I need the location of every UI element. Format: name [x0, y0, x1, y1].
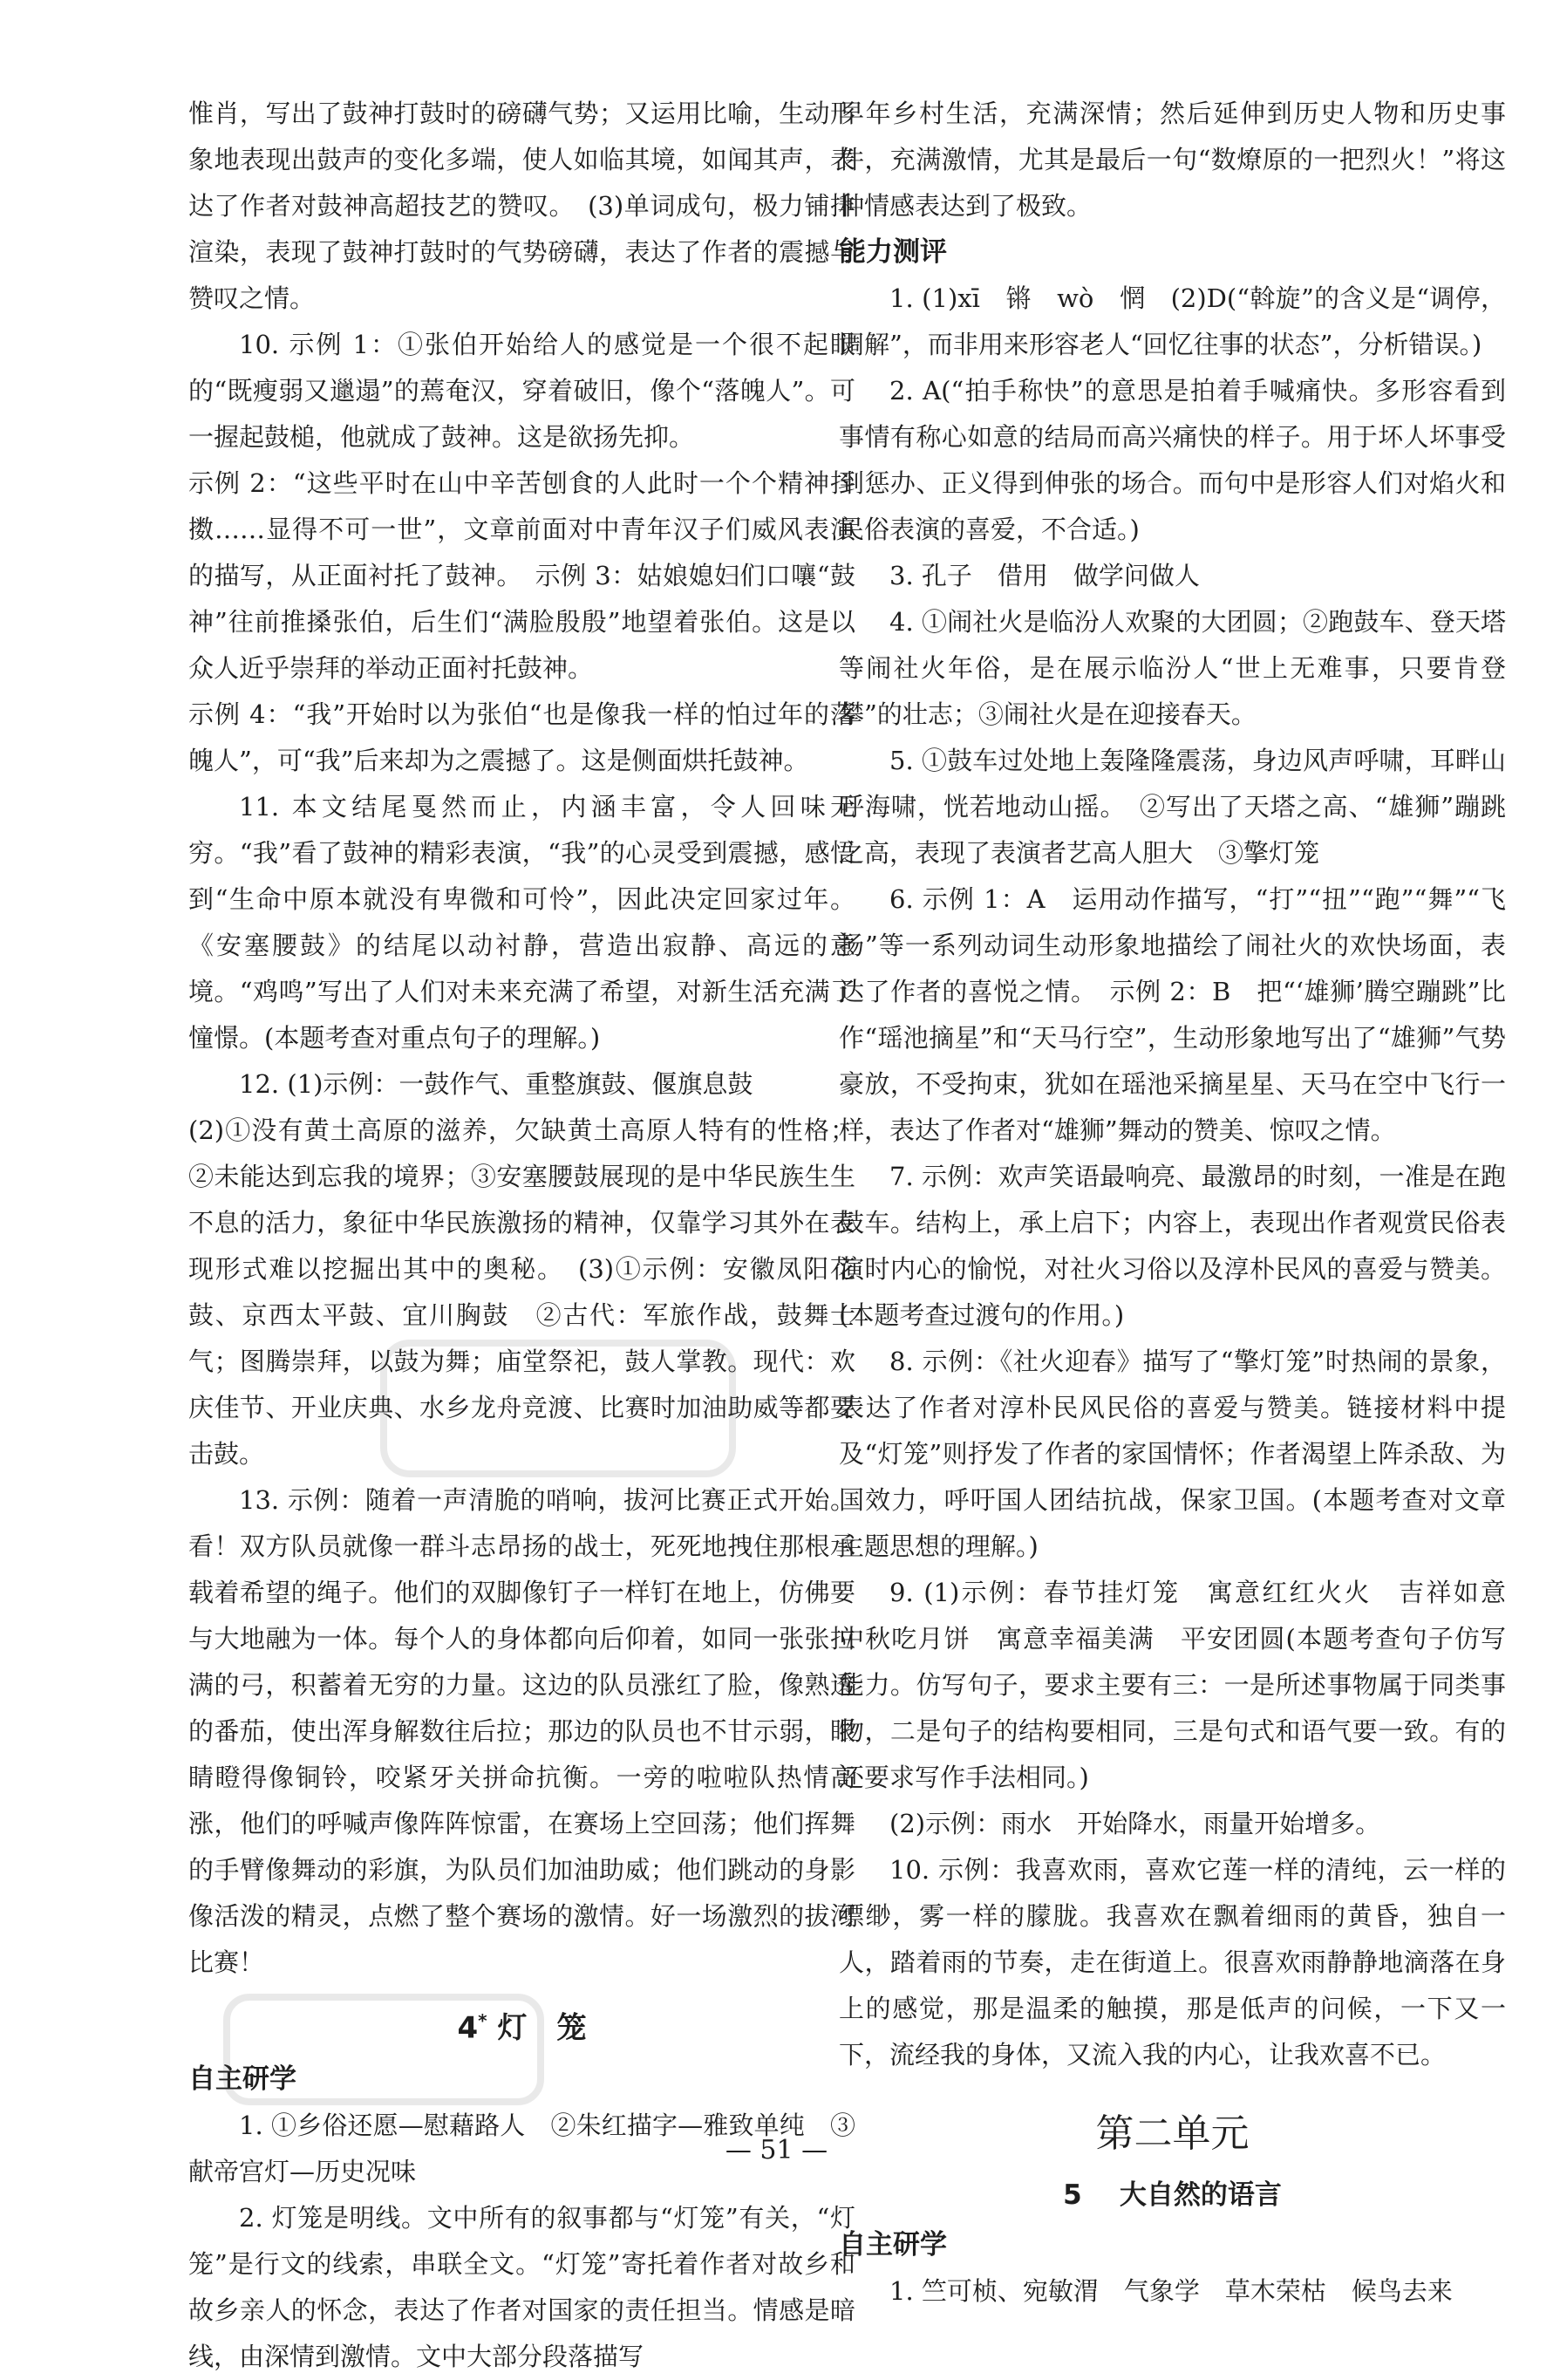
answer-n3: 3. 孔子 借用 做学问做人: [889, 561, 1200, 590]
answer-n9-part2: (2)示例：雨水 开始降水，雨量开始增多。: [889, 1809, 1381, 1838]
answer-q10: 10. 示例 1：①张伯开始给人的感觉是一个很不起眼的“既瘦弱又邋遢”的蔫奄汉，穿着破旧，像个“落魄人”。可一握起鼓槌，他就成了鼓神。这是欲扬先抑。: [188, 330, 855, 452]
answer-q12-part1: 12. (1)示例：一鼓作气、重整旗鼓、偃旗息鼓: [239, 1069, 753, 1099]
lesson-4-number: 4: [457, 2010, 479, 2046]
answer-q10-example2: 示例 2：“这些平时在山中辛苦刨食的人此时一个个精神抖擞……显得不可一世”，文章前面对中青年汉子们威风表演的描写，从正面衬托了鼓神。 示例 3：姑娘媳妇们口嚷“鼓神”往前推搡张伯，后生们“满脸殷殷”地望着张伯。这是以众人近乎崇拜的举动正面衬托鼓神。: [188, 468, 855, 683]
lesson-5-number: 5: [1063, 2179, 1082, 2211]
answer-q10-example4: 示例 4：“我”开始时以为张伯“也是像我一样的怕过年的落魄人”，可“我”后来却为之震撼了。这是侧面烘托鼓神。: [188, 699, 855, 775]
watermark-stamp: [375, 1334, 741, 1483]
unit-title: 第二单元: [1095, 2111, 1250, 2156]
section-heading-nengli-ceping: 能力测评: [839, 236, 947, 268]
answer-lesson4-q1: 1. ①乡俗还愿—慰藉路人 ②朱红描字—雅致单纯 ③献帝宫灯—历史况味: [188, 2111, 855, 2187]
paragraph-lesson4-continued: 早年乡村生活，充满深情；然后延伸到历史人物和历史事件，充满激情，尤其是最后一句“数燎原的一把烈火！”将这种情感表达到了极致。: [839, 99, 1506, 221]
answer-n8: 8. 示例：《社火迎春》描写了“擎灯笼”时热闹的景象，表达了作者对淳朴民风民俗的喜爱与赞美。链接材料中提及“灯笼”则抒发了作者的家国情怀；作者渴望上阵杀敌、为国效力，呼吁国人团结抗战，保家卫国。(本题考查对文章主题思想的理解。): [839, 1347, 1506, 1561]
page-number: — 51 —: [725, 2135, 828, 2165]
answer-q11: 11. 本文结尾戛然而止，内涵丰富，令人回味无穷。“我”看了鼓神的精彩表演，“我”的心灵受到震撼，感悟到“生命中原本就没有卑微和可怜”，因此决定回家过年。《安塞腰鼓》的结尾以动衬静，营造出寂静、高远的意境。“鸡鸣”写出了人们对未来充满了希望，对新生活充满了憧憬。(本题考查对重点句子的理解。): [188, 792, 855, 1053]
lesson-4-star: *: [478, 2010, 487, 2031]
lesson-4-title: 灯 笼: [497, 2010, 587, 2046]
answer-q12-part2: (2)①没有黄土高原的滋养，欠缺黄土高原人特有的性格；②未能达到忘我的境界；③安塞腰鼓展现的是中华民族生生不息的活力，象征中华民族激扬的精神，仅靠学习其外在表现形式难以挖掘出其中的奥秘。 (3)①示例：安徽凤阳花鼓、京西太平鼓、宜川胸鼓 ②古代：军旅作战，鼓舞士气；图腾崇拜，以鼓为舞；庙堂祭祀，鼓人掌教。现代：欢庆佳节、开业庆典、水乡龙舟竞渡、比赛时加油助威等都要击鼓。: [188, 1115, 855, 1469]
answer-n9-part1: 9. (1)示例：春节挂灯笼 寓意红红火火 吉祥如意 中秋吃月饼 寓意幸福美满 平安团圆(本题考查句子仿写能力。仿写句子，要求主要有三：一是所述事物属于同类事物，二是句子的结构要相同，三是句式和语气要一致。有的还要求写作手法相同。): [839, 1578, 1532, 1792]
section-heading-zizhu-yanxue-2: 自主研学: [839, 2229, 947, 2261]
lesson-5-title: 大自然的语言: [1119, 2179, 1282, 2211]
answer-lesson5-q1: 1. 竺可桢、宛敏渭 气象学 草木荣枯 候鸟去来: [889, 2276, 1453, 2306]
answer-n6: 6. 示例 1：A 运用动作描写，“打”“扭”“跑”“舞”“飞扬”等一系列动词生动形象地描绘了闹社火的欢快场面，表达了作者的喜悦之情。 示例 2：B 把“‘雄狮’腾空蹦跳”比作“瑶池摘星”和“天马行空”，生动形象地写出了“雄狮”气势豪放，不受拘束，犹如在瑶池采摘星星、天马在空中飞行一样，表达了作者对“雄狮”舞动的赞美、惊叹之情。: [839, 884, 1506, 1145]
answer-lesson4-q2: 2. 灯笼是明线。文中所有的叙事都与“灯笼”有关，“灯笼”是行文的线索，串联全文。“灯笼”寄托着作者对故乡和故乡亲人的怀念，表达了作者对国家的责任担当。情感是暗线，由深情到激情。文中大部分段落描写: [188, 2203, 855, 2372]
answer-q13: 13. 示例：随着一声清脆的哨响，拔河比赛正式开始。看！双方队员就像一群斗志昂扬的战士，死死地拽住那根承载着希望的绳子。他们的双脚像钉子一样钉在地上，仿佛要与大地融为一体。每个人的身体都向后仰着，如同一张张拉满的弓，积蓄着无穷的力量。这边的队员涨红了脸，像熟透的番茄，使出浑身解数往后拉；那边的队员也不甘示弱，眼睛瞪得像铜铃，咬紧牙关拼命抗衡。一旁的啦啦队热情高涨，他们的呼喊声像阵阵惊雷，在赛场上空回荡；他们挥舞的手臂像舞动的彩旗，为队员们加油助威；他们跳动的身影像活泼的精灵，点燃了整个赛场的激情。好一场激烈的拔河比赛！: [188, 1485, 855, 1977]
paragraph-q9-continued: 惟肖，写出了鼓神打鼓时的磅礴气势；又运用比喻，生动形象地表现出鼓声的变化多端，使人如临其境，如闻其声，表达了作者对鼓神高超技艺的赞叹。 (3)单词成句，极力铺排渲染，表现了鼓神打鼓时的气势磅礴，表达了作者的震撼与赞叹之情。: [188, 99, 855, 313]
watermark-stamp-2: [218, 1988, 549, 2111]
answer-n5: 5. ①鼓车过处地上轰隆隆震荡，身边风声呼啸，耳畔山呼海啸，恍若地动山摇。 ②写出了天塔之高、“雄狮”蹦跳之高，表现了表演者艺高人胆大 ③擎灯笼: [839, 746, 1506, 868]
right-column: [839, 91, 1532, 2315]
answer-n1: 1. (1)xī 锵 wò 惘 (2)D(“斡旋”的含义是“调停，调解”，而非用来形容老人“回忆往事的状态”，分析错误。): [839, 283, 1506, 359]
answer-n7: 7. 示例：欢声笑语最响亮、最激昂的时刻，一准是在跑鼓车。结构上，承上启下；内容上，表现出作者观赏民俗表演时内心的愉悦，对社火习俗以及淳朴民风的喜爱与赞美。(本题考查过渡句的作用。): [839, 1162, 1506, 1330]
answer-n10: 10. 示例：我喜欢雨，喜欢它莲一样的清纯，云一样的缥缈，雾一样的朦胧。我喜欢在飘着细雨的黄昏，独自一人，踏着雨的节奏，走在街道上。很喜欢雨静静地滴落在身上的感觉，那是温柔的触摸，那是低声的问候，一下又一下，流经我的身体，又流入我的内心，让我欢喜不已。: [839, 1855, 1506, 2070]
lesson-5-heading: [839, 2172, 1506, 2219]
answer-n2: 2. A(“拍手称快”的意思是拍着手喊痛快。多形容看到事情有称心如意的结局而高兴痛快的样子。用于坏人坏事受到惩办、正义得到伸张的场合。而句中是形容人们对焰火和民俗表演的喜爱，不合适。): [839, 376, 1506, 544]
section-heading-zizhu-yanxue: 自主研学: [188, 2063, 296, 2096]
answer-n4: 4. ①闹社火是临汾人欢聚的大团圆；②跑鼓车、登天塔等闹社火年俗，是在展示临汾人“世上无难事，只要肯登攀”的壮志；③闹社火是在迎接春天。: [839, 607, 1506, 729]
